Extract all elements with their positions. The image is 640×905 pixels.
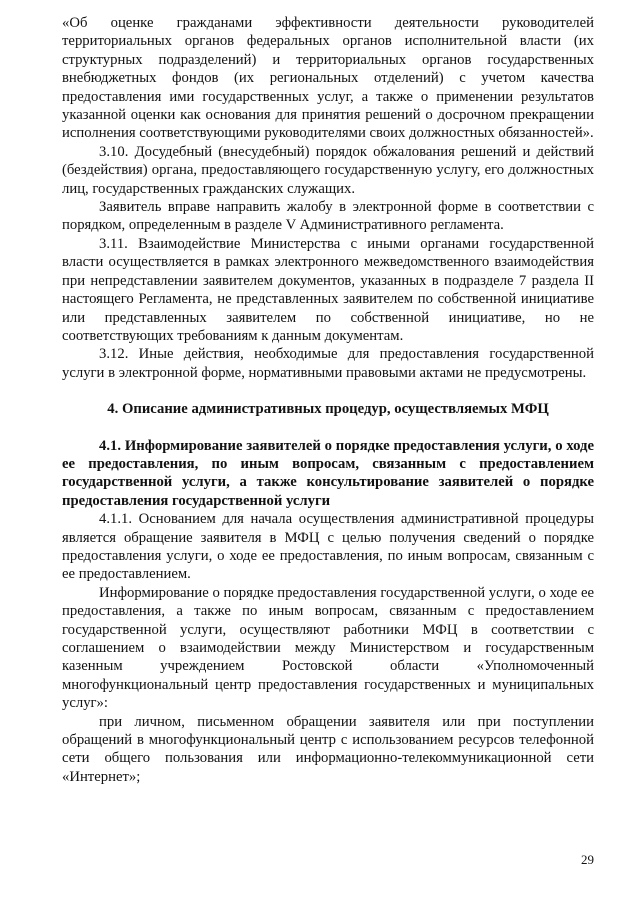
- paragraph-assessment-reference: «Об оценке гражданами эффективности деятельности руководителей территориальных органов федеральных органов исполнительной власти (их структурных подразделений) и территориальных органов государственных внебюджетных фондов (их региональных отделений) с учетом качества предоставления ими государственных услуг, а также о применении результатов указанной оценки как основания для принятия решений о досрочном прекращении исполнения соответствующими руководителями своих должностных обязанностей».: [62, 15, 594, 142]
- paragraph-personal-appeal: при личном, письменном обращении заявителя или при поступлении обращений в многофункциональный центр с использованием ресурсов телефонной сети общего пользования или информационно-телекоммуникационной сети «Интернет»;: [62, 713, 594, 785]
- paragraph-3-10: 3.10. Досудебный (внесудебный) порядок обжалования решений и действий (бездействия) органа, предоставляющего государственную услугу, его должностных лиц, государственных гражданских служащих.: [62, 143, 594, 197]
- document-page: [62, 14, 594, 786]
- paragraph-3-12: 3.12. Иные действия, необходимые для предоставления государственной услуги в электронной форме, нормативными правовыми актами не предусмотрены.: [62, 346, 594, 381]
- page-number: 29: [581, 852, 594, 867]
- subsection-heading-4-1: 4.1. Информирование заявителей о порядке предоставления услуги, о ходе ее предоставления, по иным вопросам, связанным с предоставлением государственной услуги, а также консультирование заявителей о порядке предоставления государственной услуги: [62, 437, 594, 509]
- paragraph-3-11: 3.11. Взаимодействие Министерства с иными органами государственной власти осуществляется в рамках электронного межведомственного взаимодействия при непредставлении заявителем документов, указанных в подразделе 7 раздела II настоящего Регламента, не представленных заявителем по собственной инициативе или представленных заявителем по собственной инициативе, но не соответствующих требованиям к данным документам.: [62, 235, 594, 344]
- paragraph-4-1-1: 4.1.1. Основанием для начала осуществления административной процедуры является обращение заявителя в МФЦ с целью получения сведений о порядке предоставления услуги, о ходе ее предоставления, по иным вопросам, связанным с ее предоставлением.: [62, 511, 594, 583]
- paragraph-complaint: Заявитель вправе направить жалобу в электронной форме в соответствии с порядком, определенным в разделе V Административного регламента.: [62, 199, 594, 234]
- section-heading-4: 4. Описание административных процедур, осуществляемых МФЦ: [107, 401, 549, 418]
- paragraph-informing: Информирование о порядке предоставления государственной услуги, о ходе ее предоставления, а также по иным вопросам, связанным с предоставлением государственной услуги, осуществляют работники МФЦ в соответствии с соглашением о взаимодействии между Министерством и государственным казенным учреждением Ростовской области «Уполномоченный многофункциональный центр предоставления государственных и муниципальных услуг»:: [62, 584, 594, 712]
